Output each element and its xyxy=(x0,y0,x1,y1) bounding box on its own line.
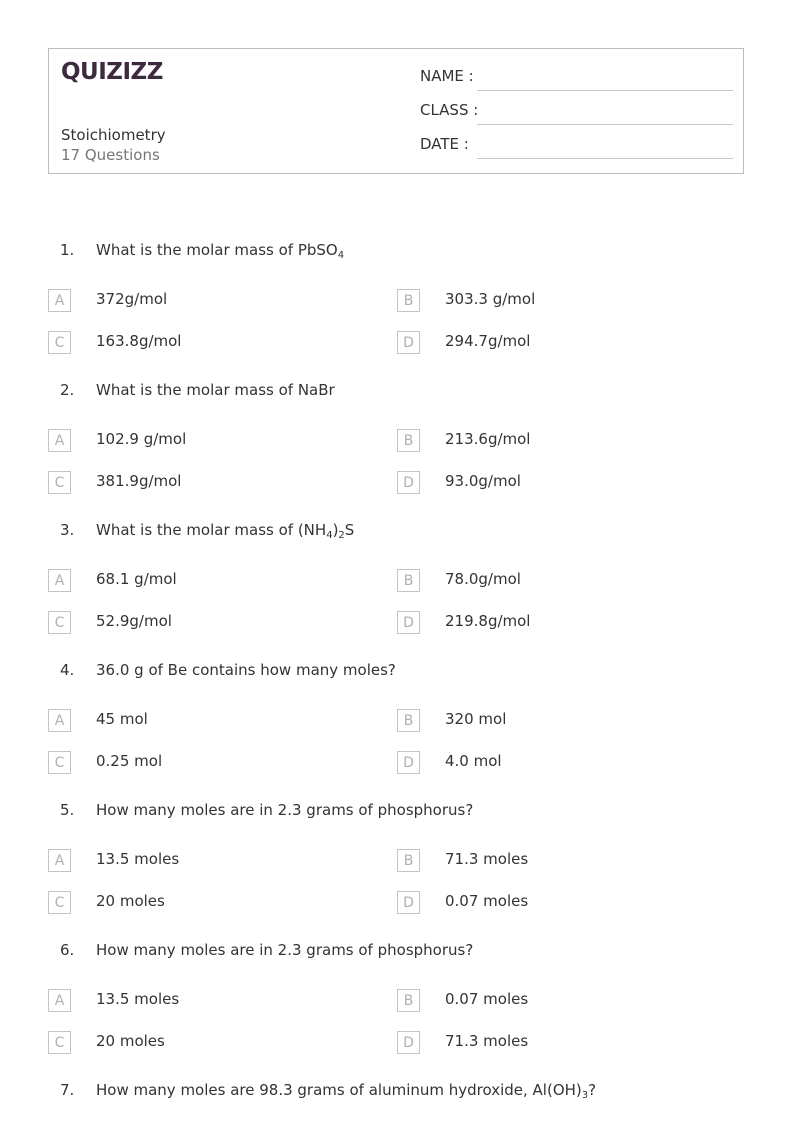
answer-option-c[interactable] xyxy=(48,331,348,355)
option-letter-box[interactable]: A xyxy=(48,709,71,732)
question-text-part: ? xyxy=(588,1081,597,1099)
option-text: 219.8g/mol xyxy=(445,612,531,630)
answer-option-b[interactable] xyxy=(397,289,697,313)
question xyxy=(60,381,754,403)
answer-option-a[interactable] xyxy=(48,429,348,453)
option-letter-box[interactable]: D xyxy=(397,471,420,494)
question-text-part: S xyxy=(344,521,355,539)
option-text: 78.0g/mol xyxy=(445,570,521,588)
name-label: NAME : xyxy=(420,67,474,85)
option-letter-box[interactable]: D xyxy=(397,1031,420,1054)
answer-option-a[interactable] xyxy=(48,289,348,313)
option-letter-box[interactable]: B xyxy=(397,849,420,872)
question-text xyxy=(96,661,396,679)
answer-option-c[interactable] xyxy=(48,471,348,495)
option-text: 102.9 g/mol xyxy=(96,430,187,448)
option-letter-box[interactable]: B xyxy=(397,989,420,1012)
name-line[interactable] xyxy=(477,90,733,91)
date-label: DATE : xyxy=(420,135,469,153)
option-letter-box[interactable]: B xyxy=(397,429,420,452)
subscript: 2 xyxy=(338,530,345,541)
option-text: 0.07 moles xyxy=(445,990,529,1008)
answer-option-d[interactable] xyxy=(397,331,697,355)
question-text-part: 36.0 g of Be contains how many moles? xyxy=(96,661,396,679)
question-text xyxy=(96,521,354,541)
option-text: 320 mol xyxy=(445,710,507,728)
question-number: 1. xyxy=(60,241,75,259)
date-line[interactable] xyxy=(477,158,733,159)
question-text xyxy=(96,1081,596,1101)
option-text: 93.0g/mol xyxy=(445,472,521,490)
answer-option-c[interactable] xyxy=(48,751,348,775)
option-letter-box[interactable]: B xyxy=(397,709,420,732)
question-text-part: How many moles are 98.3 grams of aluminum hydroxide, Al(OH) xyxy=(96,1081,582,1099)
answer-option-d[interactable] xyxy=(397,891,697,915)
option-text: 13.5 moles xyxy=(96,990,180,1008)
option-text: 372g/mol xyxy=(96,290,168,308)
option-letter-box[interactable]: C xyxy=(48,471,71,494)
class-label: CLASS : xyxy=(420,101,479,119)
name-field[interactable] xyxy=(420,67,733,91)
option-text: 68.1 g/mol xyxy=(96,570,177,588)
option-text: 4.0 mol xyxy=(445,752,502,770)
subscript: 4 xyxy=(337,250,345,261)
question-number: 7. xyxy=(60,1081,75,1099)
question-number: 5. xyxy=(60,801,75,819)
option-letter-box[interactable]: C xyxy=(48,751,71,774)
question-text-part: What is the molar mass of (NH xyxy=(96,521,327,539)
option-text: 52.9g/mol xyxy=(96,612,172,630)
question xyxy=(60,241,754,263)
question-text xyxy=(96,941,473,959)
option-text: 45 mol xyxy=(96,710,148,728)
option-letter-box[interactable]: B xyxy=(397,289,420,312)
question-text xyxy=(96,801,473,819)
date-field[interactable] xyxy=(420,135,733,159)
question xyxy=(60,941,754,963)
subscript: 3 xyxy=(581,1090,589,1101)
question-text-part: ) xyxy=(332,521,339,539)
question-text-part: How many moles are in 2.3 grams of phosphorus? xyxy=(96,941,474,959)
option-text: 163.8g/mol xyxy=(96,332,182,350)
option-letter-box[interactable]: B xyxy=(397,569,420,592)
question-number: 4. xyxy=(60,661,75,679)
answer-option-d[interactable] xyxy=(397,471,697,495)
option-text: 71.3 moles xyxy=(445,1032,529,1050)
option-letter-box[interactable]: A xyxy=(48,429,71,452)
question xyxy=(60,661,754,683)
option-text: 20 moles xyxy=(96,892,165,910)
option-letter-box[interactable]: C xyxy=(48,1031,71,1054)
answer-option-a[interactable] xyxy=(48,849,348,873)
answer-option-c[interactable] xyxy=(48,891,348,915)
option-text: 213.6g/mol xyxy=(445,430,531,448)
answer-option-d[interactable] xyxy=(397,751,697,775)
worksheet-title: Stoichiometry xyxy=(61,126,166,144)
option-letter-box[interactable]: A xyxy=(48,849,71,872)
answer-option-b[interactable] xyxy=(397,429,697,453)
answer-option-d[interactable] xyxy=(397,1031,697,1055)
option-text: 0.25 mol xyxy=(96,752,163,770)
question-number: 6. xyxy=(60,941,75,959)
option-text: 294.7g/mol xyxy=(445,332,531,350)
class-line[interactable] xyxy=(477,124,733,125)
answer-option-b[interactable] xyxy=(397,569,697,593)
subscript: 4 xyxy=(326,530,333,541)
question-text xyxy=(96,381,335,399)
class-field[interactable] xyxy=(420,101,733,125)
question-number: 2. xyxy=(60,381,75,399)
option-letter-box[interactable]: D xyxy=(397,751,420,774)
quizizz-logo: QUIZIZZ xyxy=(61,59,163,85)
question-text-part: What is the molar mass of NaBr xyxy=(96,381,335,399)
answer-option-b[interactable] xyxy=(397,849,697,873)
answer-option-c[interactable] xyxy=(48,611,348,635)
question-text-part: How many moles are in 2.3 grams of phosphorus? xyxy=(96,801,474,819)
option-text: 381.9g/mol xyxy=(96,472,182,490)
option-letter-box[interactable]: D xyxy=(397,611,420,634)
option-letter-box[interactable]: C xyxy=(48,611,71,634)
question-text-part: What is the molar mass of PbSO xyxy=(96,241,338,259)
option-letter-box[interactable]: A xyxy=(48,569,71,592)
question xyxy=(60,521,754,543)
question xyxy=(60,1081,754,1103)
option-text: 13.5 moles xyxy=(96,850,180,868)
answer-option-a[interactable] xyxy=(48,569,348,593)
worksheet-header xyxy=(48,48,744,174)
answer-option-c[interactable] xyxy=(48,1031,348,1055)
option-letter-box[interactable]: D xyxy=(397,331,420,354)
option-letter-box[interactable]: D xyxy=(397,891,420,914)
answer-option-d[interactable] xyxy=(397,611,697,635)
option-text: 71.3 moles xyxy=(445,850,529,868)
option-text: 303.3 g/mol xyxy=(445,290,536,308)
option-letter-box[interactable]: C xyxy=(48,891,71,914)
question-text xyxy=(96,241,344,261)
option-letter-box[interactable]: C xyxy=(48,331,71,354)
answer-option-b[interactable] xyxy=(397,709,697,733)
option-letter-box[interactable]: A xyxy=(48,989,71,1012)
question-number: 3. xyxy=(60,521,75,539)
answer-option-a[interactable] xyxy=(48,709,348,733)
answer-option-a[interactable] xyxy=(48,989,348,1013)
option-letter-box[interactable]: A xyxy=(48,289,71,312)
question-count: 17 Questions xyxy=(61,146,160,164)
question xyxy=(60,801,754,823)
option-text: 0.07 moles xyxy=(445,892,529,910)
option-text: 20 moles xyxy=(96,1032,165,1050)
answer-option-b[interactable] xyxy=(397,989,697,1013)
